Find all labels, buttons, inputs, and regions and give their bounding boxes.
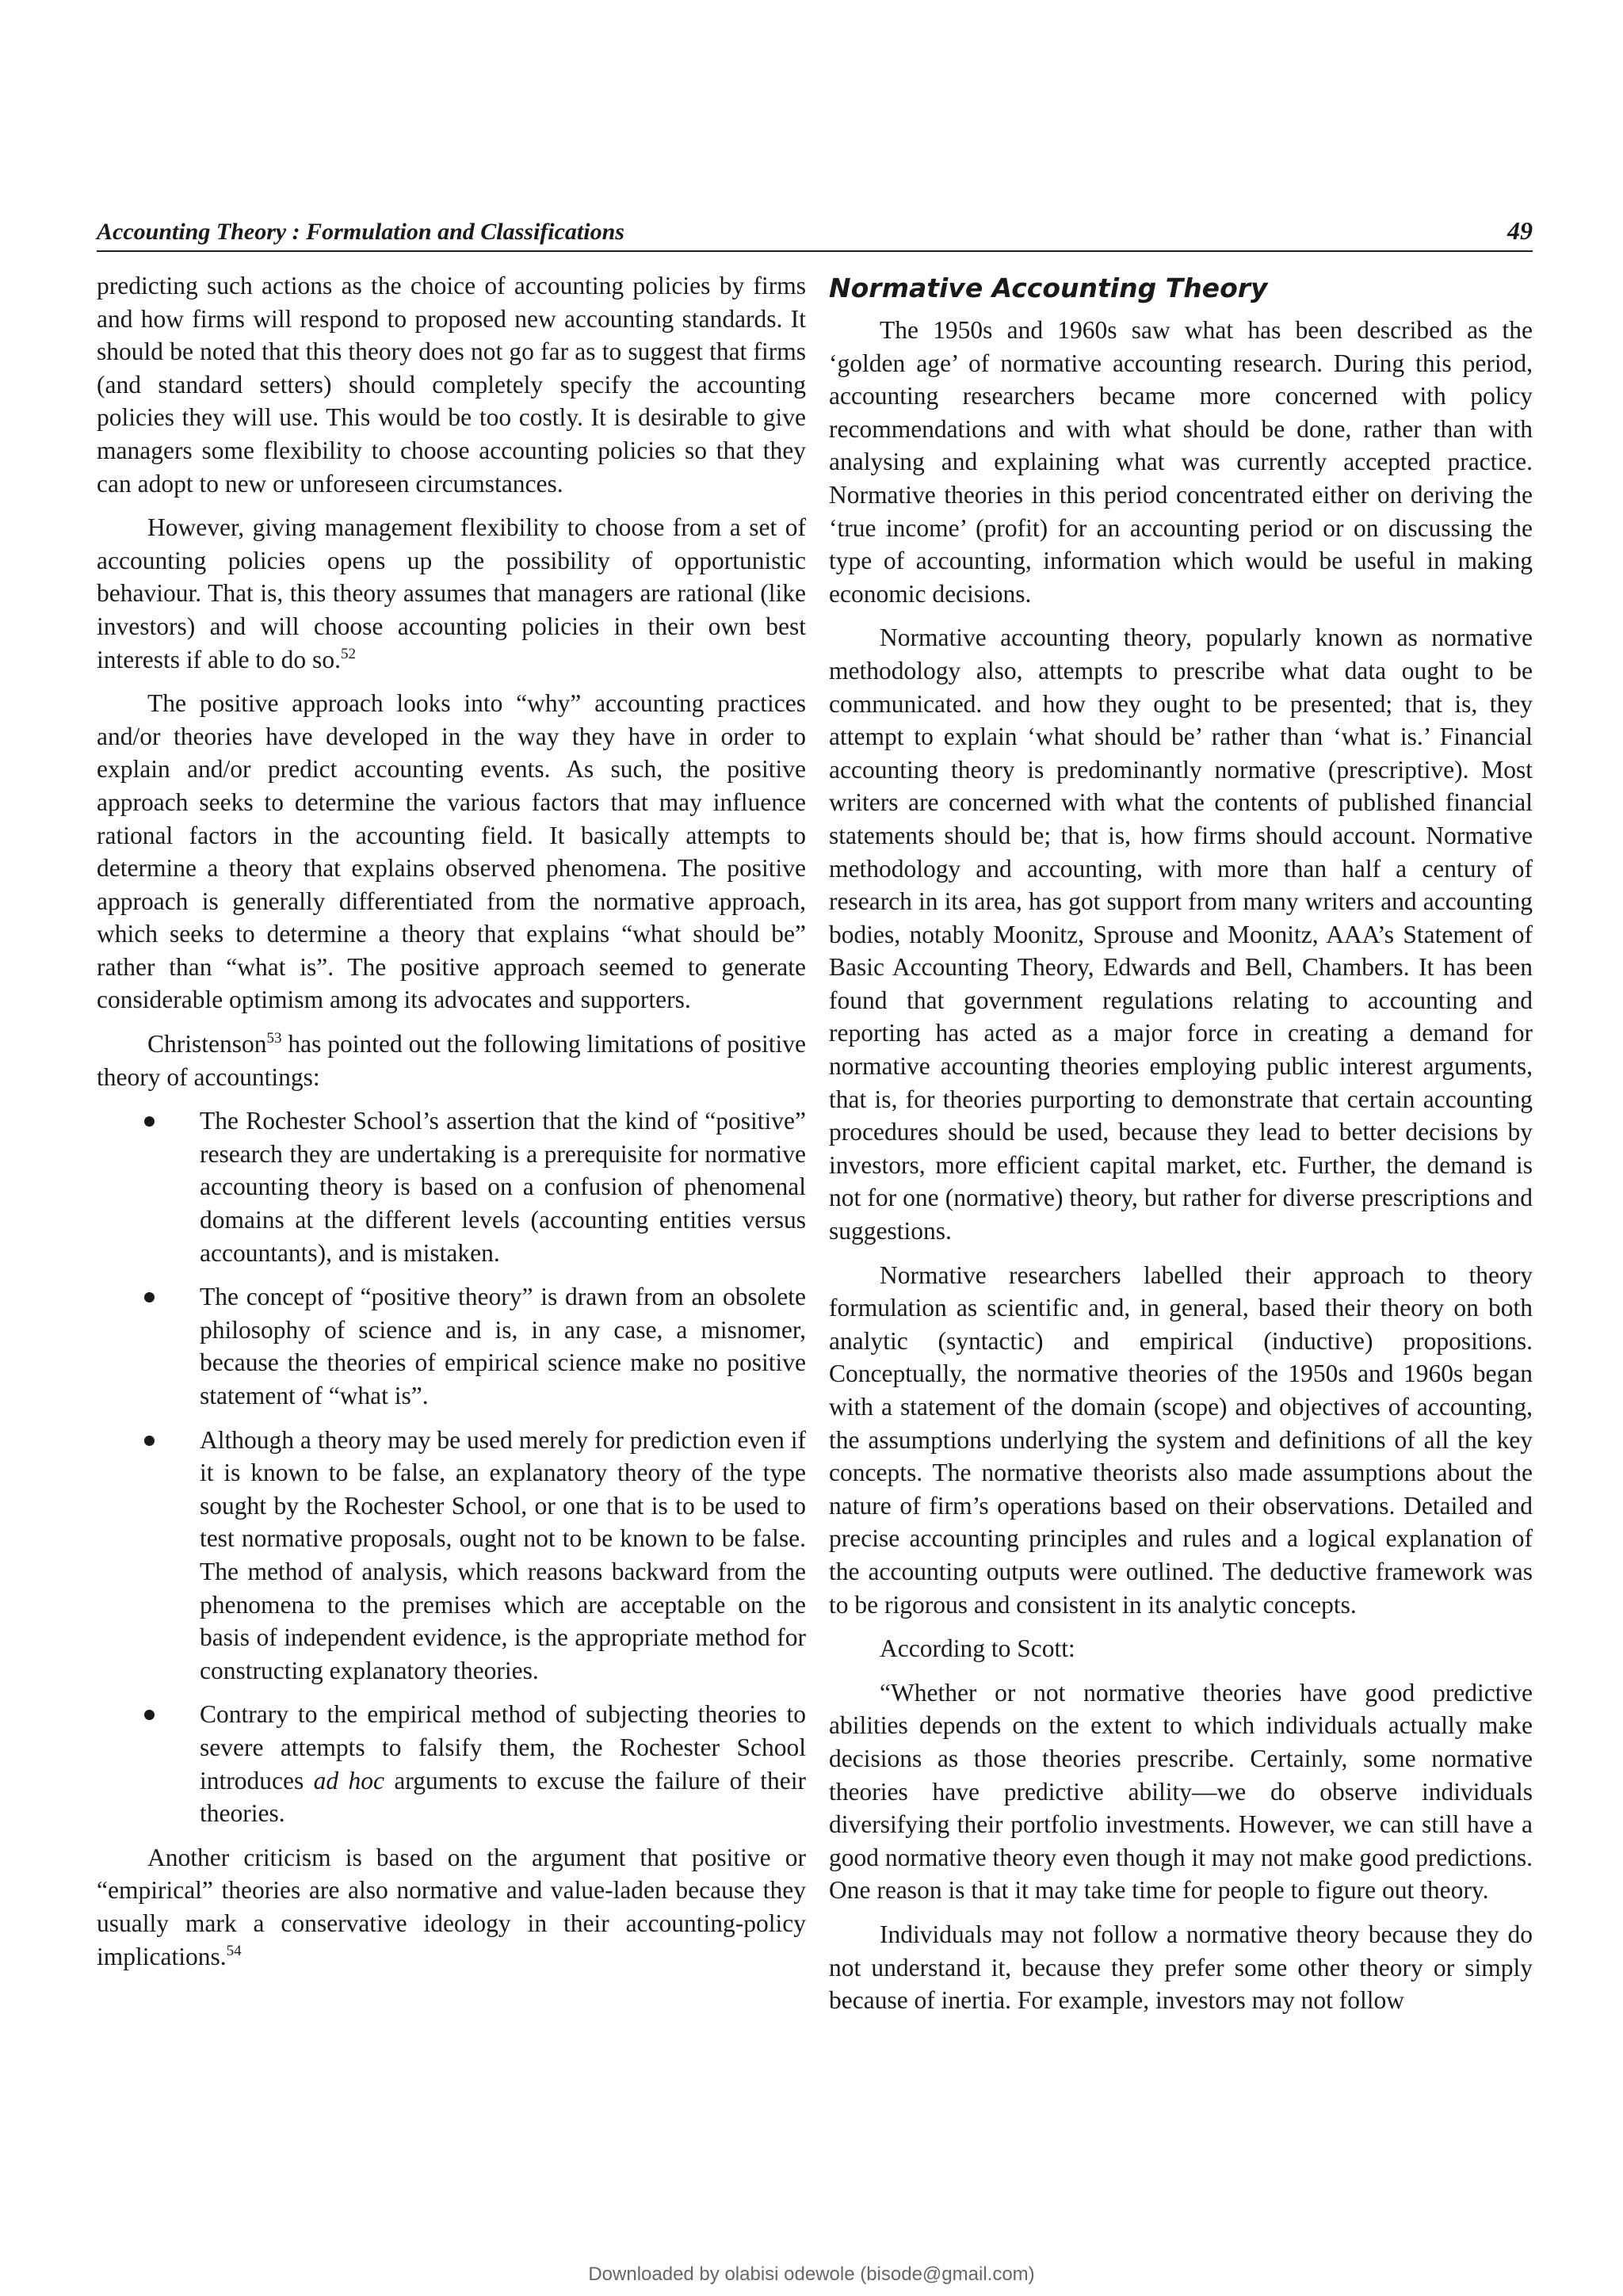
paragraph: The 1950s and 1960s saw what has been described as the ‘golden age’ of normative accounting research. During this period, accounting researchers became more concerned with policy recommendations and with what should be done, rather than with analysing and explaining what was currently accepted practice. Normative theories in this period concentrated either on deriving the ‘true income’ (profit) for an accounting period or on discussing the type of accounting, information which would be useful in making economic decisions.: [829, 316, 1533, 608]
running-header: [97, 214, 1533, 252]
paragraph: [97, 511, 806, 676]
paragraph-text: has pointed out the following limitations of positive theory of accountings:: [97, 1030, 806, 1091]
footnote-ref: 53: [266, 1030, 282, 1047]
paragraph-text: Another criticism is based on the argument that positive or “empirical” theories are also normative and value-laden because they usually mark a conservative ideology in their accounting-policy implications.: [97, 1843, 806, 1970]
list-item: [200, 1280, 806, 1412]
limitations-list: [97, 1104, 806, 1829]
bullet-icon: [144, 1710, 155, 1720]
bullet-icon: [144, 1116, 155, 1127]
author-name: Christenson: [147, 1030, 267, 1058]
download-footer: Downloaded by olabisi odewole (bisode@gmail.com): [588, 2264, 1035, 2285]
list-item-text: The Rochester School’s assertion that the kind of “positive” research they are undertaking is a prerequisite for normative accounting theory is based on a confusion of phenomenal domains at the different levels (accounting entities versus accountants), and is mistaken.: [200, 1107, 806, 1267]
emphasis-text: ad hoc: [313, 1766, 384, 1794]
paragraph: The positive approach looks into “why” accounting practices and/or theories have developed in the way they have in order to explain and/or predict accounting events. As such, the positive approach seeks to determine the various factors that may influence rational factors in the accounting field. It basically attempts to determine a theory that explains observed phenomena. The positive approach is generally differentiated from the normative approach, which seeks to determine a theory that explains “what should be” rather than “what is”. The positive approach seemed to generate considerable optimism among its advocates and supporters.: [97, 689, 806, 1014]
paragraph: Individuals may not follow a normative theory because they do not understand it, because they prefer some other theory or simply because of inertia. For example, investors may not follow: [829, 1920, 1533, 2015]
paragraph: Normative researchers labelled their approach to theory formulation as scientific and, in general, based their theory on both analytic (syntactic) and empirical (inductive) propositions. Conceptually, the normative theories of the 1950s and 1960s began with a statement of the domain (scope) and objectives of accounting, the assumptions underlying the system and definitions of all the key concepts. The normative theorists also made assumptions about the nature of firm’s operations based on their observations. Detailed and precise accounting principles and rules and a logical explanation of the accounting outputs were outlined. The deductive framework was to be rigorous and consistent in its analytic concepts.: [829, 1261, 1533, 1619]
list-item-text: Although a theory may be used merely for prediction even if it is known to be false, an explanatory theory of the type sought by the Rochester School, or one that is to be used to test normative proposals, ought not to be known to be false. The method of analysis, which reasons backward from the phenomena to the premises which are acceptable on the basis of independent evidence, is the appropriate method for constructing explanatory theories.: [200, 1425, 806, 1684]
left-column: [97, 269, 806, 1984]
list-item-text: The concept of “positive theory” is drawn from an obsolete philosophy of science and is, in any case, a misnomer, because the theories of empirical science make no positive statement of “what is”.: [200, 1283, 806, 1409]
paragraph: [97, 1028, 806, 1093]
footnote-ref: 54: [226, 1942, 242, 1959]
list-item: [200, 1698, 806, 1829]
paragraph: predicting such actions as the choice of accounting policies by firms and how firms will respond to proposed new accounting standards. It should be noted that this theory does not go far as to suggest that firms (and standard setters) should completely specify the accounting policies they will use. This would be too costly. It is desirable to give managers some flexibility to choose accounting policies so that they can adopt to new or unforeseen circumstances.: [97, 272, 806, 498]
page-number: 49: [1507, 216, 1533, 245]
paragraph: [97, 1841, 806, 1973]
paragraph-text: However, giving management flexibility to choose from a set of accounting policies opens up the possibility of opportunistic behaviour. That is, this theory assumes that managers are rational (like investors) and will choose accounting policies in their own best interests if able to do so.: [97, 513, 806, 673]
paragraph: According to Scott:: [880, 1634, 1075, 1663]
footnote-ref: 52: [340, 645, 356, 662]
paragraph: Normative accounting theory, popularly known as normative methodology also, attempts to prescribe what data ought to be communicated. and how they ought to be presented; that is, they attempt to explain ‘what should be’ rather than ‘what is.’ Financial accounting theory is predominantly normative (prescriptive). Most writers are concerned with what the contents of published financial statements should be; that is, how firms should account. Normative methodology and accounting, with more than half a century of research in its area, has got support from many writers and accounting bodies, notably Moonitz, Sprouse and Moonitz, AAA’s Statement of Basic Accounting Theory, Edwards and Bell, Chambers. It has been found that government regulations relating to accounting and reporting has acted as a major force in creating a demand for normative accounting theories employing public interest arguments, that is, for theories purporting to demonstrate that certain accounting procedures should be used, because they lead to better decisions by investors, more efficient capital market, etc. Further, the demand is not for one (normative) theory, but rather for diverse prescriptions and suggestions.: [829, 624, 1533, 1245]
section-heading: Normative Accounting Theory: [829, 273, 1268, 303]
list-item: [200, 1424, 806, 1688]
list-item-text: Contrary to the empirical method of subjecting theories to severe attempts to falsify them, the Rochester School introduces: [200, 1700, 806, 1794]
bullet-icon: [144, 1436, 155, 1446]
header-title: Accounting Theory : Formulation and Classifications: [97, 219, 624, 245]
quote-paragraph: “Whether or not normative theories have good predictive abilities depends on the extent to which individuals actually make decisions as those theories prescribe. Certainly, some normative theories have predictive ability—we do observe individuals diversifying their portfolio investments. However, we can still have a good normative theory even though it may not make good predictions. One reason is that it may take time for people to figure out theory.: [829, 1678, 1533, 1905]
list-item: [200, 1104, 806, 1269]
bullet-icon: [144, 1292, 155, 1302]
right-column: [829, 269, 1533, 2028]
list-item-text: arguments to excuse the failure of their theories.: [200, 1766, 807, 1828]
